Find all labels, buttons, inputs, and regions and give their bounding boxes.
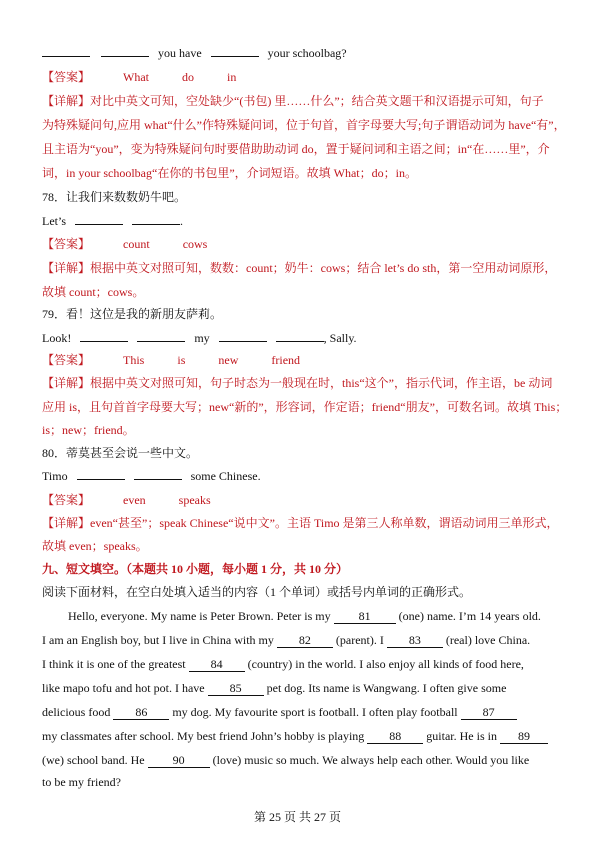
detail-text: even“甚至”；speak Chinese“说中文”。主语 Timo 是第三人称单数，谓语动词用三单形式， bbox=[90, 516, 559, 530]
q79-detail-line bbox=[42, 375, 552, 391]
passage-text: (one) name. I’m 14 years old. bbox=[395, 609, 541, 623]
passage-text: (love) music so much. We always help each other. Would you like bbox=[209, 753, 530, 767]
passage-text: pet dog. Its name is Wangwang. I often give some bbox=[263, 681, 507, 695]
q78-question bbox=[42, 213, 183, 229]
passage-line bbox=[42, 632, 530, 648]
passage-text: Hello, everyone. My name is Peter Brown. Peter is my bbox=[68, 609, 334, 623]
answer-label: 【答案】 bbox=[42, 353, 91, 367]
answer-word: even bbox=[123, 493, 146, 507]
passage-text: (real) love China. bbox=[442, 633, 531, 647]
q80-answer bbox=[42, 492, 211, 508]
q79-blank-2 bbox=[137, 330, 185, 342]
q79-sally: , Sally. bbox=[323, 331, 357, 345]
q77-detail-line: 为特殊疑问句,应用 what“什么”作特殊疑问词，位于句首，首字母要大写;句子谓语动词为 have“有”， bbox=[42, 118, 566, 132]
q80-title: 80．蒂莫甚至会说一些中文。 bbox=[42, 446, 199, 460]
blank-87: 87 bbox=[461, 705, 517, 720]
q77-detail-line: 词，in your schoolbag“在你的书包里”，介词短语。故填 What；do；in。 bbox=[42, 166, 417, 180]
q77-blank-2 bbox=[101, 45, 149, 57]
q80-detail-line bbox=[42, 515, 559, 531]
q77-answer bbox=[42, 69, 236, 85]
passage-text: to be my friend? bbox=[42, 775, 121, 789]
blank-81: 81 bbox=[334, 609, 396, 624]
q80-detail-line: 故填 even；speaks。 bbox=[42, 539, 148, 553]
q77-text-2: your schoolbag? bbox=[267, 46, 347, 60]
answer-word: speaks bbox=[178, 493, 211, 507]
q79-title: 79．看！这位是我的新朋友萨莉。 bbox=[42, 307, 223, 321]
passage-line bbox=[42, 774, 121, 790]
q80-blank-1 bbox=[77, 468, 125, 480]
passage-line bbox=[42, 752, 529, 768]
blank-89: 89 bbox=[500, 729, 548, 744]
q77-blank-3 bbox=[211, 45, 259, 57]
blank-86: 86 bbox=[113, 705, 169, 720]
passage-line bbox=[42, 656, 524, 672]
answer-word: count bbox=[123, 237, 150, 251]
passage-text: like mapo tofu and hot pot. I have bbox=[42, 681, 208, 695]
q80-rest: some Chinese. bbox=[190, 469, 261, 483]
detail-text: 根据中英文对照可知，句子时态为一般现在时，this“这个”，指示代词，作主语，be 动词 bbox=[90, 376, 553, 390]
passage-text: delicious food bbox=[42, 705, 114, 719]
passage-line bbox=[42, 728, 548, 744]
answer-label: 【答案】 bbox=[42, 493, 91, 507]
q77-detail-line: 且主语为“you”，变为特殊疑问句时要借助助动词 do，置于疑问词和主语之间；in“在……里”，介 bbox=[42, 142, 550, 156]
passage-line bbox=[42, 704, 517, 720]
q79-answer bbox=[42, 352, 300, 368]
answer-label: 【答案】 bbox=[42, 70, 91, 84]
passage-text: guitar. He is in bbox=[423, 729, 500, 743]
passage-text: (country) in the world. I also enjoy all kinds of food here, bbox=[244, 657, 524, 671]
passage-line bbox=[68, 608, 541, 624]
q78-answer bbox=[42, 236, 207, 252]
answer-word: What bbox=[123, 70, 150, 84]
q78-blank-2 bbox=[132, 213, 180, 225]
blank-82: 82 bbox=[277, 633, 333, 648]
blank-85: 85 bbox=[208, 681, 264, 696]
q79-blank-1 bbox=[80, 330, 128, 342]
passage-text: (parent). I bbox=[332, 633, 387, 647]
answer-word: This bbox=[123, 353, 145, 367]
passage-line bbox=[42, 680, 506, 696]
answer-word: friend bbox=[271, 353, 301, 367]
q78-lets: Let’s bbox=[42, 214, 66, 228]
detail-text: 根据中英文对照可知，数数：count；奶牛：cows；结合 let’s do sth，第一空用动词原形， bbox=[90, 261, 557, 275]
q79-detail-line: is；new；friend。 bbox=[42, 423, 135, 437]
answer-word: new bbox=[218, 353, 239, 367]
detail-label: 【详解】 bbox=[42, 261, 91, 275]
page-footer: 第 25 页 共 27 页 bbox=[253, 810, 341, 824]
detail-text: 对比中英文可知，空处缺少“(书包) 里……什么”；结合英文题干和汉语提示可知，句子 bbox=[90, 94, 544, 108]
passage-text: my classmates after school. My best friend John’s hobby is playing bbox=[42, 729, 368, 743]
q80-timo: Timo bbox=[42, 469, 68, 483]
q79-detail-line: 应用 is，且句首首字母要大写；new“新的”，形容词，作定语；friend“朋友”，可数名词。故填 This； bbox=[42, 400, 568, 414]
answer-word: in bbox=[227, 70, 237, 84]
section-instruction: 阅读下面材料，在空白处填入适当的内容（1 个单词）或括号内单词的正确形式。 bbox=[42, 585, 472, 599]
q77-question bbox=[42, 45, 347, 61]
q78-blank-1 bbox=[75, 213, 123, 225]
q80-question bbox=[42, 468, 261, 484]
q79-my: my bbox=[194, 331, 210, 345]
q79-blank-3 bbox=[219, 330, 267, 342]
blank-90: 90 bbox=[148, 753, 210, 768]
answer-word: do bbox=[182, 70, 195, 84]
q78-title: 78．让我们来数数奶牛吧。 bbox=[42, 190, 187, 204]
passage-text: I am an English boy, but I live in China with my bbox=[42, 633, 277, 647]
q78-detail-line bbox=[42, 260, 556, 276]
blank-83: 83 bbox=[387, 633, 443, 648]
answer-word: cows bbox=[182, 237, 208, 251]
detail-label: 【详解】 bbox=[42, 376, 91, 390]
q77-blank-1 bbox=[42, 45, 90, 57]
q79-question bbox=[42, 330, 357, 346]
blank-88: 88 bbox=[367, 729, 423, 744]
passage-text: I think it is one of the greatest bbox=[42, 657, 189, 671]
detail-label: 【详解】 bbox=[42, 516, 91, 530]
passage-text: (we) school band. He bbox=[42, 753, 148, 767]
q78-period: . bbox=[180, 214, 183, 228]
q80-blank-2 bbox=[134, 468, 182, 480]
passage-text: my dog. My favourite sport is football. I often play football bbox=[169, 705, 461, 719]
q77-text-1: you have bbox=[158, 46, 202, 60]
answer-label: 【答案】 bbox=[42, 237, 91, 251]
q79-blank-4 bbox=[276, 330, 324, 342]
q78-detail-line: 故填 count；cows。 bbox=[42, 285, 145, 299]
answer-word: is bbox=[177, 353, 186, 367]
q79-look: Look! bbox=[42, 331, 72, 345]
q77-detail-line bbox=[42, 93, 544, 109]
blank-84: 84 bbox=[189, 657, 245, 672]
section-heading: 九、短文填空。（本题共 10 小题，每小题 1 分，共 10 分） bbox=[42, 562, 349, 576]
detail-label: 【详解】 bbox=[42, 94, 91, 108]
